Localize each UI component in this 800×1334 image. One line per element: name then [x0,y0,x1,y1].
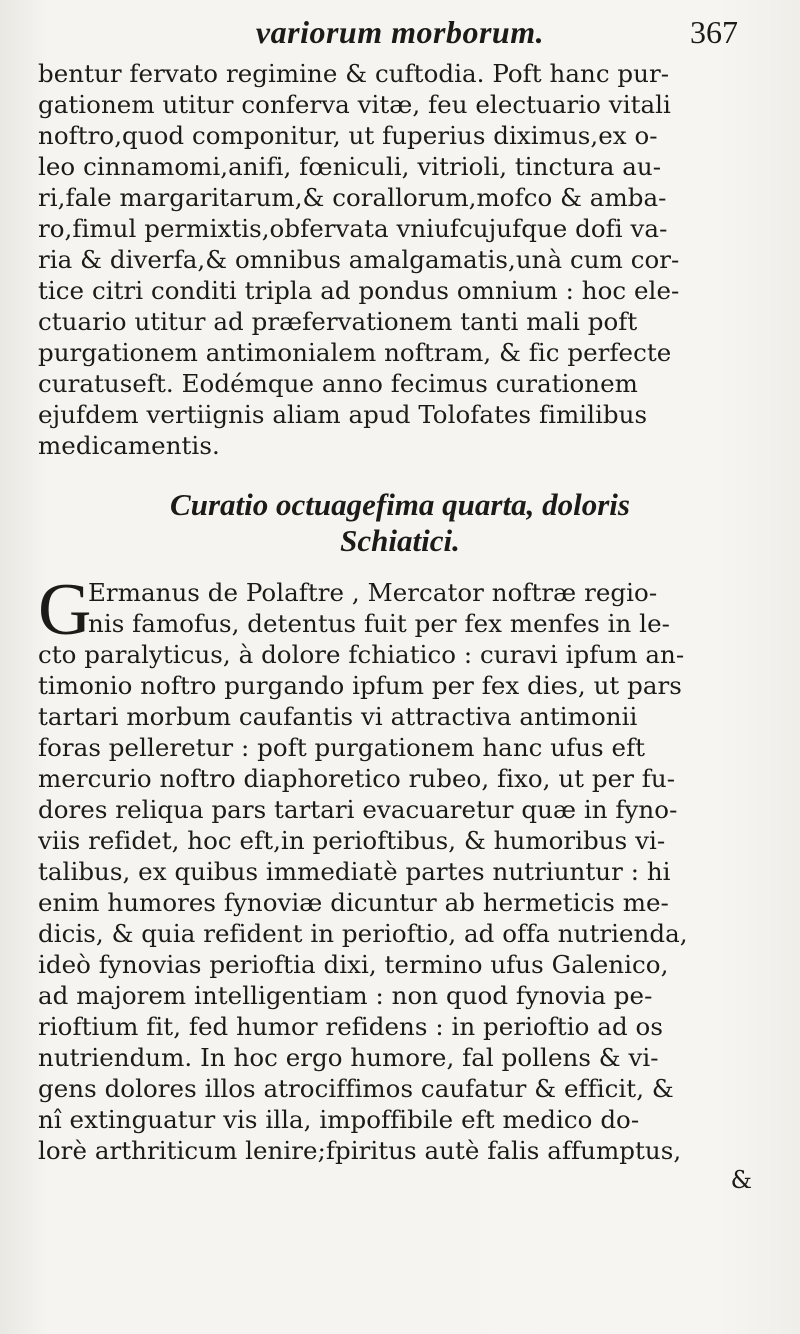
text-line: ejufdem vertiignis aliam apud Tolofates fimilibus [38,400,648,429]
text-line: medicamentis. [38,431,220,460]
text-line: mercurio noftro diaphoretico rubeo, fixo, ut per fu- [38,764,676,793]
text-line: timonio noftro purgando ipfum per fex dies, ut pars [38,671,682,700]
text-line: ideò fynovias perioftia dixi, termino ufus Galenico, [38,950,669,979]
text-line: curatuseft. Eodémque anno fecimus curationem [38,369,638,398]
section-heading-line-1: Curatio octuagefima quarta, doloris [170,487,630,522]
text-line: gens dolores illos atrociffimos caufatur & efficit, & [38,1074,674,1103]
text-line: ro,fimul permixtis,obfervata vniufcujufque dofi va- [38,214,668,243]
section-heading-line-2: Schiatici. [340,523,460,558]
text-line: tice citri conditi tripla ad pondus omnium : hoc ele- [38,276,680,305]
text-line: ctuario utitur ad præfervationem tanti mali poft [38,307,638,336]
text-line: tartari morbum caufantis vi attractiva antimonii [38,702,638,731]
text-line: cto paralyticus, à dolore fchiatico : curavi ipfum an- [38,640,685,669]
text-line: dicis, & quia refident in perioftio, ad offa nutrienda, [38,919,688,948]
text-line: bentur fervato regimine & cuftodia. Poft hanc pur- [38,59,670,88]
running-title: variorum morborum. [255,14,545,50]
drop-cap: G [38,569,92,651]
text-line: rioftium fit, fed humor refidens : in perioftio ad os [38,1012,663,1041]
text-line: ria & diverfa,& omnibus amalgamatis,unà cum cor- [38,245,680,274]
text-line: ad majorem intelligentiam : non quod fynovia pe- [38,981,653,1010]
text-line: nutriendum. In hoc ergo humore, fal pollens & vi- [38,1043,659,1072]
text-line: gationem utitur conferva vitæ, feu electuario vitali [38,90,671,119]
text-line: talibus, ex quibus immediatè partes nutriuntur : hi [38,857,671,886]
page-header [40,14,760,54]
catchword: & [730,1166,752,1194]
text-line: dores reliqua pars tartari evacuaretur quæ in fyno- [38,795,678,824]
section-heading [38,487,762,559]
paragraph-2 [38,569,762,1166]
body-text [38,58,762,1194]
paragraph-1 [38,58,762,461]
page-number: 367 [690,14,738,50]
text-line: noftro,quod componitur, ut fuperius diximus,ex o- [38,121,658,150]
text-line: leo cinnamomi,anifi, fœniculi, vitrioli, tinctura au- [38,152,662,181]
text-line: foras pelleretur : poft purgationem hanc ufus eft [38,733,646,762]
text-line: lorè arthriticum lenire;fpiritus autè falis affumptus, [38,1136,682,1165]
text-line: enim humores fynoviæ dicuntur ab hermeticis me- [38,888,669,917]
text-line: ri,fale margaritarum,& corallorum,mofco & amba- [38,183,667,212]
text-line: Ermanus de Polaftre , Mercator noftræ regio- [88,578,658,607]
text-line: nis famofus, detentus fuit per fex menfes in le- [88,609,670,638]
text-line: viis refidet, hoc eft,in perioftibus, & humoribus vi- [38,826,666,855]
text-line: nî extinguatur vis illa, impoffibile eft medico do- [38,1105,640,1134]
text-line: purgationem antimonialem noftram, & fic perfecte [38,338,672,367]
